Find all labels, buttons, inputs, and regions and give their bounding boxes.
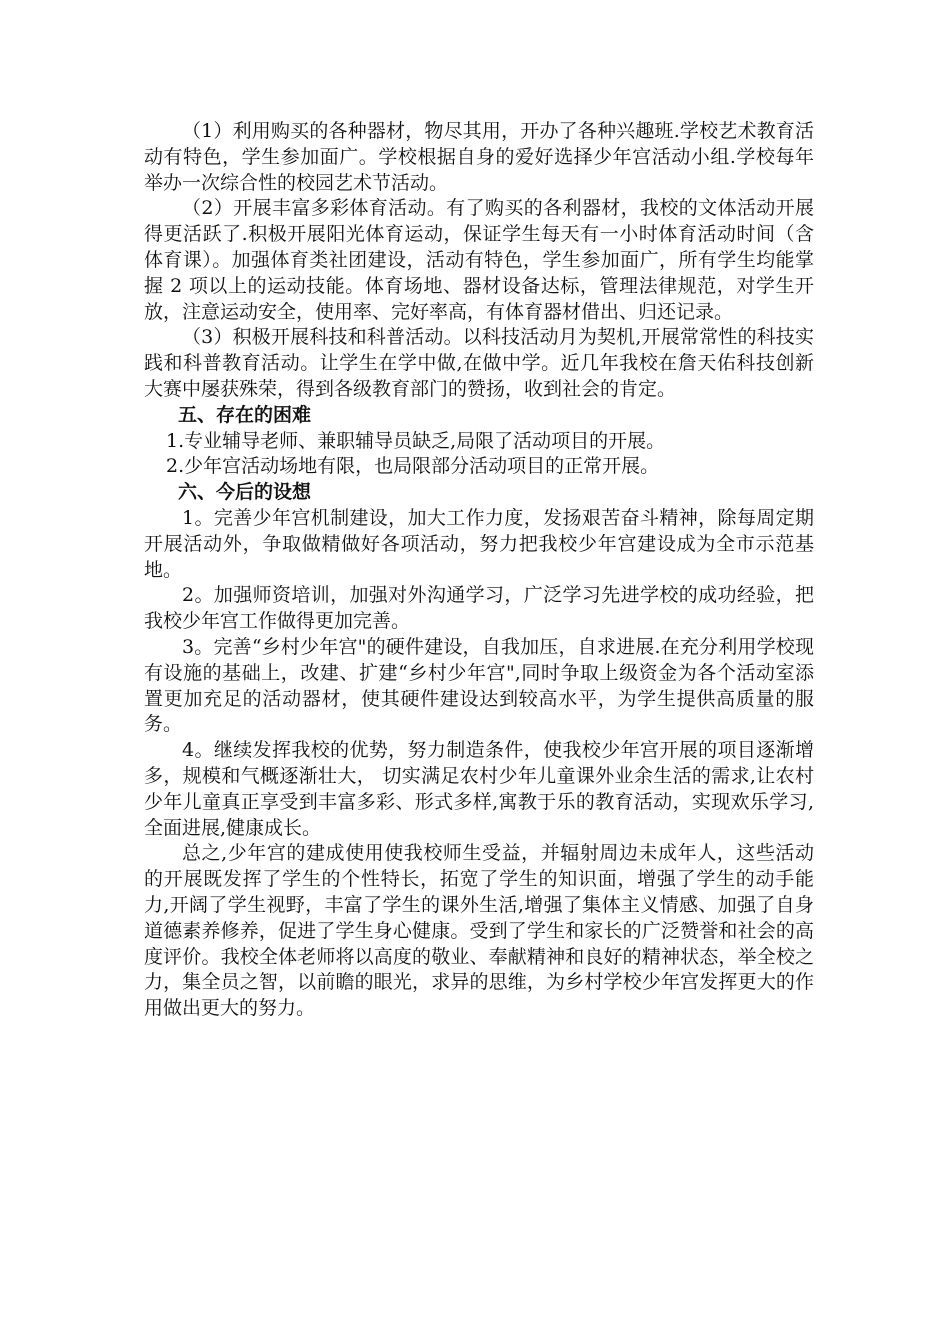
conclusion-paragraph: 总之,少年宫的建成使用使我校师生受益，并辐射周边未成年人，这些活动的开展既发挥了学生的个性特长，拓宽了学生的知识面，增强了学生的动手能力,开阔了学生视野，丰富了学生的课外生活,增强了集体主义情感、加强了自身道德素养修养，促进了学生身心健康。受到了学生和家长的广泛赞誉和社会的高度评价。我校全体老师将以高度的敬业、奉献精神和良好的精神状态，举全校之力，集全员之智，以前瞻的眼光，求异的思维，为乡村学校少年宫发挥更大的作用做出更大的努力。 xyxy=(144,842,814,1020)
paragraph-sports-activities: （2）开展丰富多彩体育活动。有了购买的各利器材，我校的文体活动开展得更活跃了.积极开展阳光体育运动，保证学生每天有一小时体育活动时间（含体育课）。加强体育类社团建设，活动有特色，学生参加面广，所有学生均能掌握 2 项以上的运动技能。体育场地、器材设备达标，管理法律规范，对学生开放，注意运动安全，使用率、完好率高，有体育器材借出、归还记录。 xyxy=(144,197,814,323)
paragraph-science-activities: （3）积极开展科技和科普活动。以科技活动月为契机,开展常常性的科技实践和科普教育活动。让学生在学中做,在做中学。近几年我校在詹天佑科技创新大赛中屡获殊荣，得到各级教育部门的赞扬，收到社会的肯定。 xyxy=(144,326,814,400)
paragraph-arts-activities: （1）利用购买的各种器材，物尽其用，开办了各种兴趣班.学校艺术教育活动有特色，学生参加面广。学校根据自身的爱好选择少年宫活动小组.学校每年举办一次综合性的校园艺术节活动。 xyxy=(144,120,814,194)
plan-item-1: 1。完善少年宫机制建设，加大工作力度，发扬艰苦奋斗精神，除每周定期开展活动外，争取做精做好各项活动，努力把我校少年宫建设成为全市示范基地。 xyxy=(144,506,814,581)
section-heading-future-plans: 六、今后的设想 xyxy=(178,481,312,504)
plan-item-4: 4。继续发挥我校的优势，努力制造条件，使我校少年宫开展的项目逐渐增多，规模和气概逐渐壮大， 切实满足农村少年儿童课外业余生活的需求,让农村少年儿童真正享受到丰富多彩、形式多样,寓教于乐的教育活动，实现欢乐学习,全面进展,健康成长。 xyxy=(144,739,814,839)
document-body xyxy=(144,119,814,1022)
plan-item-3: 3。完善“乡村少年宫"的硬件建设，自我加压，自求进展.在充分利用学校现有设施的基础上，改建、扩建“乡村少年宫",同时争取上级资金为各个活动室添置更加充足的活动器材，使其硬件建设达到较高水平，为学生提供高质量的服务。 xyxy=(144,635,814,736)
section-heading-difficulties: 五、存在的困难 xyxy=(178,403,312,426)
plan-item-2: 2。加强师资培训，加强对外沟通学习，广泛学习先进学校的成功经验，把我校少年宫工作做得更加完善。 xyxy=(144,584,814,633)
difficulty-item-2: 2.少年宫活动场地有限，也局限部分活动项目的正常开展。 xyxy=(166,455,660,478)
difficulty-item-1: 1.专业辅导老师、兼职辅导员缺乏,局限了活动项目的开展。 xyxy=(166,429,666,452)
